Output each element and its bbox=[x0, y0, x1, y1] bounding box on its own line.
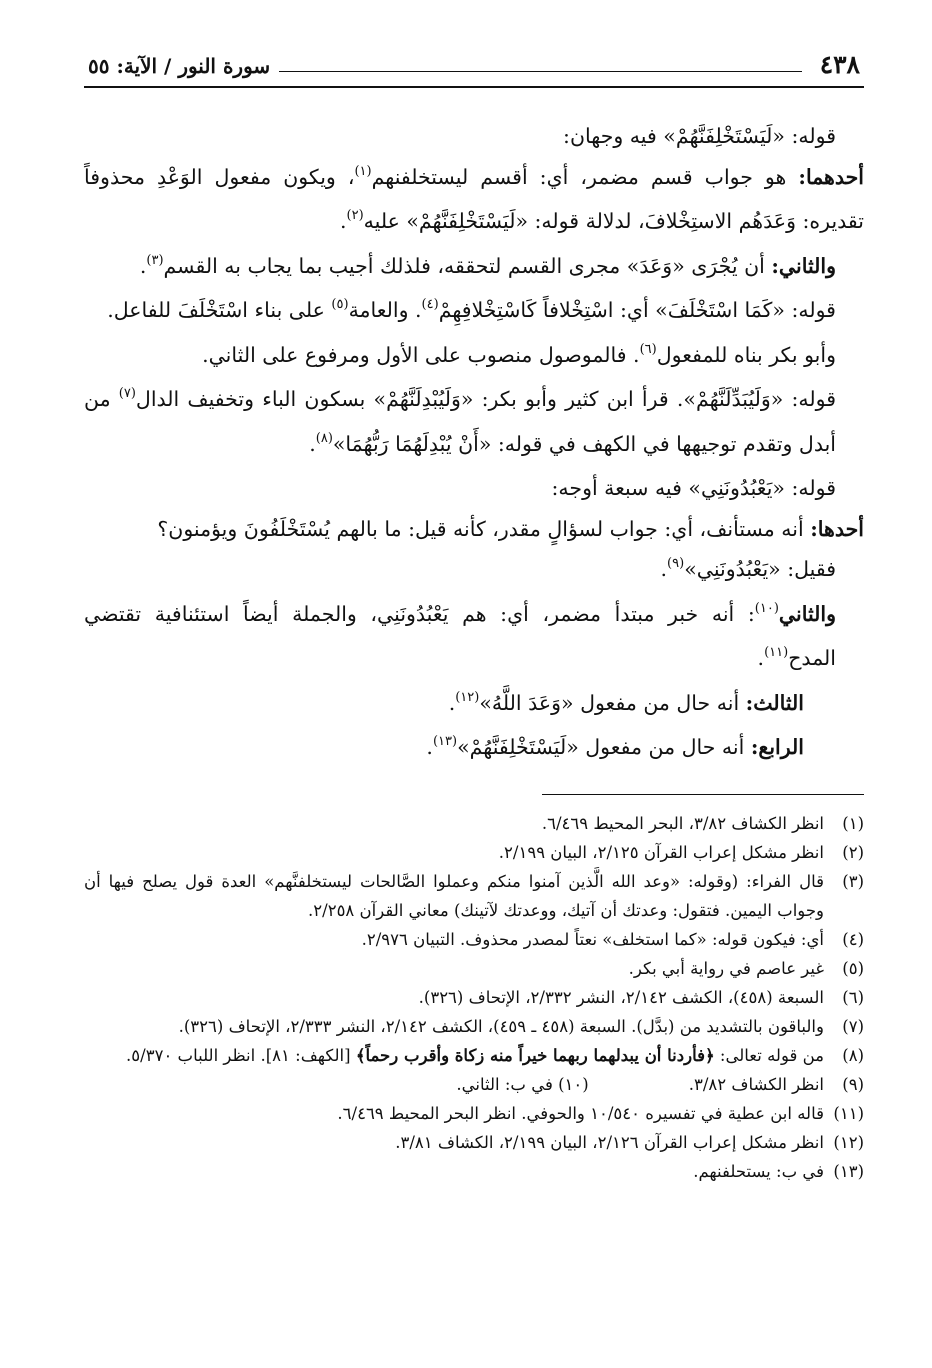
footnote: (٧) والباقون بالتشديد من (بدَّل). السبعة (٤٥٨ ـ ٤٥٩)، الكشف ٢/١٤٢، النشر ٢/٣٣٣، الإتحاف (٣٢٦). bbox=[178, 1016, 864, 1036]
keyword: الرابع: bbox=[750, 735, 804, 759]
keyword: والثاني: bbox=[771, 253, 836, 278]
keyword: والثاني bbox=[778, 601, 836, 626]
footnote-ref-5[interactable]: (٥) bbox=[331, 297, 349, 312]
footnotes bbox=[84, 809, 864, 1186]
footnote: (٩) انظر الكشاف ٣/٨٢. (١٠) في ب: الثاني. bbox=[456, 1074, 864, 1094]
surah-title: سورة النور / الآية: ٥٥ bbox=[88, 54, 271, 78]
page bbox=[84, 44, 864, 1344]
quran-quote: ﴿فأردنا أن يبدلهما ربهما خيراً منه زكاة وأقرب رحماً﴾ bbox=[355, 1045, 715, 1065]
paragraph-8: أحدها: أنه مستأنف، أي: جواب لسؤالٍ مقدر، كأنه قيل: ما بالهم يُسْتَخْلَفُونَ ويؤمنون؟ bbox=[157, 516, 864, 541]
page-number: ٤٣٨ bbox=[819, 50, 860, 79]
footnote: (٤) أي: فيكون قوله: «كما استخلف» نعتاً لمصدر محذوف. التبيان ٢/٩٧٦. bbox=[361, 929, 864, 949]
paragraph-4: قوله: «كَمَا اسْتَخْلَفَ» أي: اسْتِخْلافاً كَاسْتِخْلافِهِمْ$^{(٤)}$. والعامة$^{(٥)}$ على بناء اسْتَخْلَفَ للفاعل. bbox=[107, 297, 836, 322]
paragraph-5: وأبو بكر بناه للمفعول$^{(٦)}$. فالموصول منصوب على الأول ومرفوع على الثاني. bbox=[202, 341, 836, 367]
paragraph-11: الثالث: أنه حال من مفعول «وَعَدَ اللَّهُ»$^{(١٢)}$. bbox=[448, 689, 804, 715]
keyword: أحدهما: bbox=[798, 164, 864, 189]
footnote-ref-7[interactable]: (٧) bbox=[118, 386, 136, 401]
footnote: (٣) قال الفراء: (وقوله: «وعد الله الَّذين آمنوا منكم وعملوا الصَّالحات ليستخلفنَّهم» العدة قول يصلح فيها أن وجواب اليمين. فتقول: وعدتك أن آتيك، ووعدتك لآتينك) معاني القرآن ٢/٢٥٨. bbox=[84, 871, 864, 920]
footnote-ref-9[interactable]: (٩) bbox=[667, 556, 685, 571]
footnote-ref-10[interactable]: (١٠) bbox=[754, 600, 779, 616]
footnote: (٢) انظر مشكل إعراب القرآن ٢/١٢٥، البيان ٢/١٩٩. bbox=[498, 842, 864, 862]
footnote: (١٣) في ب: يستحلفنهم. bbox=[693, 1161, 864, 1181]
footnote: (١٢) انظر مشكل إعراب القرآن ٢/١٢٦، البيان ٢/١٩٩، الكشاف ٣/٨١. bbox=[395, 1132, 864, 1152]
footnote-ref-6[interactable]: (٦) bbox=[639, 341, 657, 357]
paragraph-3: والثاني: أن يُجْرَى «وَعَدَ» مجرى القسم لتحققه، فلذلك أجيب بما يجاب به القسم$^{(٣)}$. bbox=[139, 252, 836, 278]
footnote-ref-12[interactable]: (١٢) bbox=[455, 689, 480, 705]
paragraph-9: فقيل: «يَعْبُدُونَنِي»$^{(٩)}$. bbox=[660, 556, 836, 581]
keyword: الثالث: bbox=[745, 690, 804, 715]
paragraph-1: قوله: «لَيَسْتَخْلِفَنَّهُمْ» فيه وجهان: bbox=[563, 124, 836, 148]
footnote-ref-13[interactable]: (١٣) bbox=[432, 734, 458, 749]
footnote-separator bbox=[542, 794, 864, 795]
footnote-ref-8[interactable]: (٨) bbox=[315, 430, 333, 446]
paragraph-6: قوله: «وَلَيُبَدِّلَنَّهُمْ». قرأ ابن كثير وأبو بكر: «وَلَيُبْدِلَنَّهُمْ» بسكون الباء وتخفيف الدال$^{(٧)}$ من أبدل وتقدم توجيهها في الكهف في قوله: «أَنْ يُبْدِلَهُمَا رَبُّهُمَا»$^{(٨)}$. bbox=[84, 386, 837, 456]
footnote-ref-2[interactable]: (٢) bbox=[346, 208, 364, 223]
paragraph-2: أحدهما: هو جواب قسم مضمر، أي: أقسم ليستخلفنهم$^{(١)}$، ويكون مفعول الوَعْدِ محذوفاً تقديره: وَعَدَهُم الاستِخْلافَ، لدلالة قوله: «لَيَسْتَخْلِفَنَّهُمْ» عليه$^{(٢)}$. bbox=[84, 163, 864, 233]
footnote: (٦) السبعة (٤٥٨)، الكشف ٢/١٤٢، النشر ٢/٣٣٢، الإتحاف (٣٢٦). bbox=[418, 987, 864, 1007]
main-text bbox=[84, 116, 864, 772]
footnote-ref-1[interactable]: (١) bbox=[354, 163, 372, 179]
paragraph-7: قوله: «يَعْبُدُونَنِي» فيه سبعة أوجه: bbox=[551, 476, 836, 500]
footnote-ref-3[interactable]: (٣) bbox=[146, 252, 164, 268]
footnote: (١١) قاله ابن عطية في تفسيره ١٠/٥٤٠ والحوفي. انظر البحر المحيط ٦/٤٦٩. bbox=[337, 1103, 864, 1123]
footnote: (٥) غير عاصم في رواية أبي بكر. bbox=[628, 958, 864, 978]
running-header bbox=[84, 44, 864, 88]
paragraph-10: والثاني$^{(١٠)}$: أنه خبر مبتدأ مضمر، أي: هم يَعْبُدُونَنِي، والجملة أيضاً استئنافية تقتضي المدح$^{(١١)}$. bbox=[84, 600, 836, 670]
footnote: (١) انظر الكشاف ٣/٨٢، البحر المحيط ٦/٤٦٩. bbox=[541, 813, 864, 833]
footnote: (٨) من قوله تعالى: ﴿فأردنا أن يبدلهما ربهما خيراً منه زكاة وأقرب رحماً﴾ [الكهف: ٨١]. انظر اللباب ٥/٣٧٠. bbox=[126, 1045, 864, 1065]
paragraph-12: الرابع: أنه حال من مفعول «لَيَسْتَخْلِفَنَّهُمْ»$^{(١٣)}$. bbox=[426, 734, 804, 759]
footnote-ref-4[interactable]: (٤) bbox=[421, 297, 439, 312]
header-rule bbox=[279, 71, 802, 72]
keyword: أحدها: bbox=[810, 516, 864, 541]
footnote-ref-11[interactable]: (١١) bbox=[764, 645, 789, 660]
